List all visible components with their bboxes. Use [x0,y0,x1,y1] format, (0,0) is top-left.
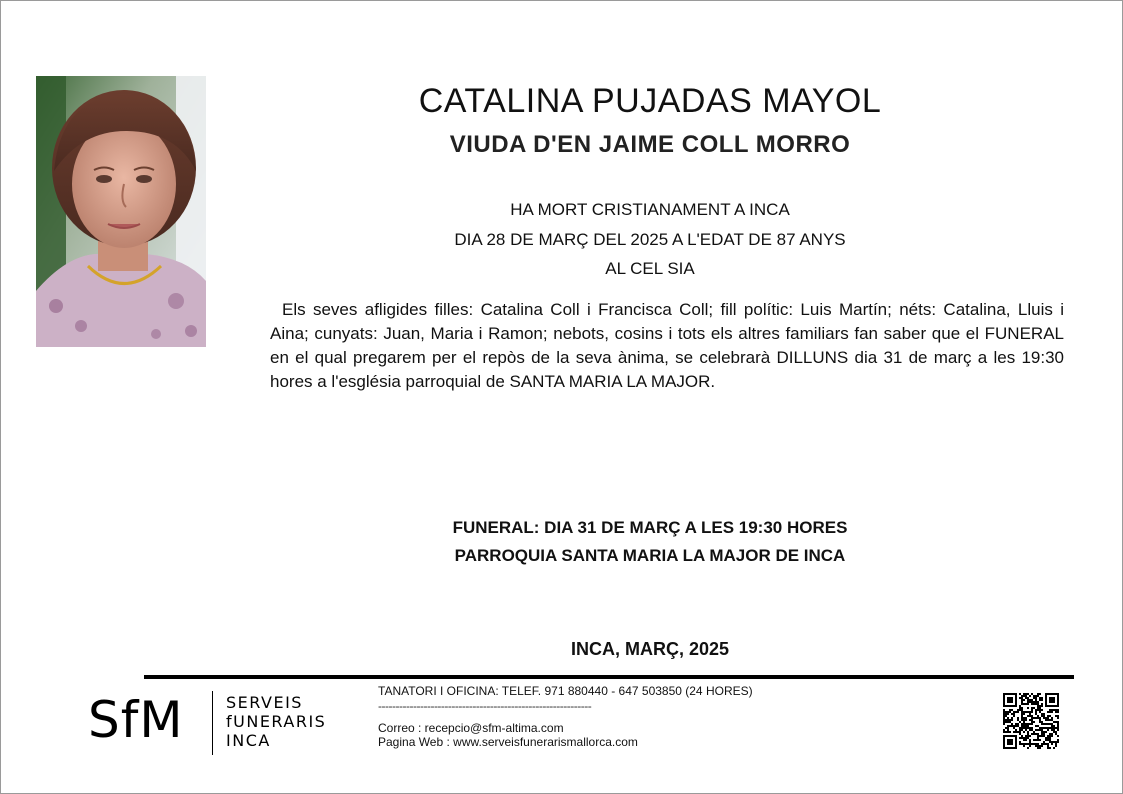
logo-mark: SfM [88,691,184,749]
contact-web: Pagina Web : www.serveisfunerarismallorca.com [378,735,638,749]
contact-info [378,684,753,749]
contact-phones: TANATORI I OFICINA: TELEF. 971 880440 - 647 503850 (24 HORES) [378,684,753,698]
logo-word-3: INCA [226,731,271,750]
logo-word-2: fUNERARIS [226,712,327,731]
logo-word-1: SERVEIS [226,693,303,712]
footer-divider [144,675,1074,679]
logo-words [226,693,326,750]
death-announcement-line: HA MORT CRISTIANAMENT A INCA [510,200,790,219]
portrait-photo [36,76,206,347]
contact-separator: ------------------------------------------------------------- [378,699,592,713]
sfm-logo [88,688,348,758]
contact-email: Correo : recepcio@sfm-altima.com [378,721,564,735]
qr-code-icon [1003,693,1059,749]
death-date-line: DIA 28 DE MARÇ DEL 2025 A L'EDAT DE 87 ANYS [454,230,846,249]
place-date: INCA, MARÇ, 2025 [570,639,730,659]
widow-of-line: VIUDA D'EN JAIME COLL MORRO [449,131,851,158]
deceased-name: CATALINA PUJADAS MAYOL [418,82,882,120]
funeral-time-line: FUNERAL: DIA 31 DE MARÇ A LES 19:30 HORES [452,518,848,537]
funeral-place-line: PARROQUIA SANTA MARIA LA MAJOR DE INCA [454,546,846,565]
family-notice-paragraph: Els seves afligides filles: Catalina Coll i Francisca Coll; fill polític: Luis Martín; néts: Catalina, Lluis i Aina; cunyats: Juan, Maria i Ramon; nebots, cosins i tots els altres familiars fan saber que el FUNERAL en el qual pregarem per el repòs de la seva ànima, se celebrarà DILLUNS dia 31 de març a les 19:30 hores a l'església parroquial de SANTA MARIA LA MAJOR. [270,300,1064,391]
logo-divider [212,691,213,755]
blessing-line: AL CEL SIA [605,259,695,278]
